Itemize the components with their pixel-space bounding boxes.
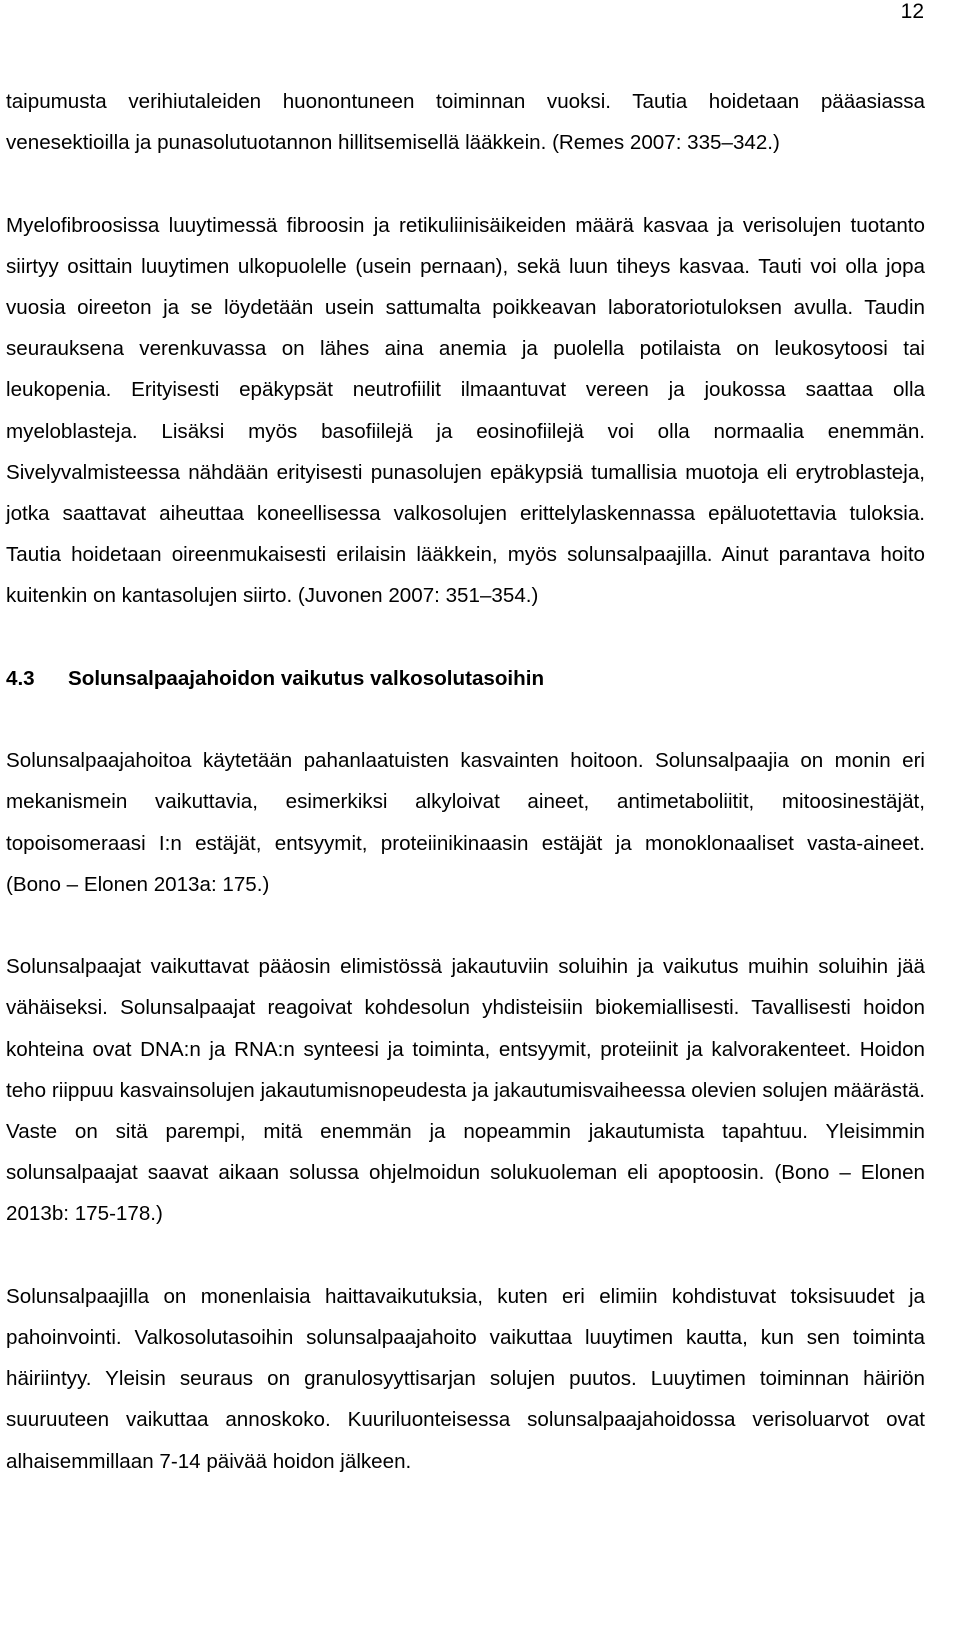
paragraph-chemotherapy-intro: Solunsalpaajahoitoa käytetään pahanlaatuisten kasvainten hoitoon. Solunsalpaajia on monin eri mekanismein vaikuttavia, esimerkiksi alkyloivat aineet, antimetaboliitit, mitoosinestäjät, topoisomeraasi I:n estäjät, entsyymit, proteiinikinaasin estäjät ja monoklonaaliset vasta-aineet. (Bono – Elonen 2013a: 175.) xyxy=(6,749,925,896)
paragraph-spacer xyxy=(6,163,925,204)
paragraph-spacer xyxy=(6,1235,925,1276)
paragraph-spacer xyxy=(6,699,925,740)
paragraph-chemotherapy-mechanism: Solunsalpaajat vaikuttavat pääosin elimistössä jakautuviin soluihin ja vaikutus muihin soluihin jää vähäiseksi. Solunsalpaajat reagoivat kohdesolun yhdisteisiin biokemiallisesti. Tavallisesti hoidon kohteina ovat DNA:n ja RNA:n synteesi ja toiminta, entsyymit, proteiinit ja kalvorakenteet. Hoidon teho riippuu kasvainsolujen jakautumisnopeudesta ja jakautumisvaiheessa olevien solujen määrästä. Vaste on sitä parempi, mitä enemmän ja nopeammin jakautumista tapahtuu. Yleisimmin solunsalpaajat saavat aikaan solussa ohjelmoidun solukuoleman eli apoptoosin. (Bono – Elonen 2013b: 175-178.) xyxy=(6,955,925,1226)
section-number: 4.3 xyxy=(6,666,35,690)
paragraph-chemotherapy-side-effects: Solunsalpaajilla on monenlaisia haittavaikutuksia, kuten eri elimiin kohdistuvat toksisuudet ja pahoinvointi. Valkosolutasoihin solunsalpaajahoito vaikuttaa luuytimen kautta, kun sen toiminta häiriintyy. Yleisin seuraus on granulosyyttisarjan solujen puutos. Luuytimen toiminnan häiriön suuruuteen vaikuttaa annoskoko. Kuuriluonteisessa solunsalpaajahoidossa verisoluarvot ovat alhaisemmillaan 7-14 päivää hoidon jälkeen. xyxy=(6,1284,925,1473)
paragraph-spacer xyxy=(6,617,925,658)
paragraph-polycythemia-end: taipumusta verihiutaleiden huonontuneen toiminnan vuoksi. Tautia hoidetaan pääasiassa venesektioilla ja punasolutuotannon hillitsemisellä lääkkein. (Remes 2007: 335–342.) xyxy=(6,90,925,155)
document-body xyxy=(6,81,925,1482)
section-heading xyxy=(6,658,925,699)
paragraph-myelofibrosis: Myelofibroosissa luuytimessä fibroosin ja retikuliinisäikeiden määrä kasvaa ja verisolujen tuotanto siirtyy osittain luuytimen ulkopuolelle (usein pernaan), sekä luun tiheys kasvaa. Tauti voi olla jopa vuosia oireeton ja se löydetään usein sattumalta poikkeavan laboratoriotuloksen avulla. Taudin seurauksena verenkuvassa on lähes aina anemia ja puolella potilaista on leukosytoosi tai leukopenia. Erityisesti epäkypsät neutrofiilit ilmaantuvat vereen ja joukossa saattaa olla myeloblasteja. Lisäksi myös basofiilejä ja eosinofiilejä voi olla normaalia enemmän. Sivelyvalmisteessa nähdään erityisesti punasolujen epäkypsiä tumallisia muotoja eli erytroblasteja, jotka saattavat aiheuttaa koneellisessa valkosolujen erittelylaskennassa epäluotettavia tuloksia. Tautia hoidetaan oireenmukaisesti erilaisin lääkkein, myös solunsalpaajilla. Ainut parantava hoito kuitenkin on kantasolujen siirto. (Juvonen 2007: 351–354.) xyxy=(6,213,925,608)
paragraph-spacer xyxy=(6,905,925,946)
section-title: Solunsalpaajahoidon vaikutus valkosolutasoihin xyxy=(68,666,545,690)
page-number: 12 xyxy=(900,0,924,23)
